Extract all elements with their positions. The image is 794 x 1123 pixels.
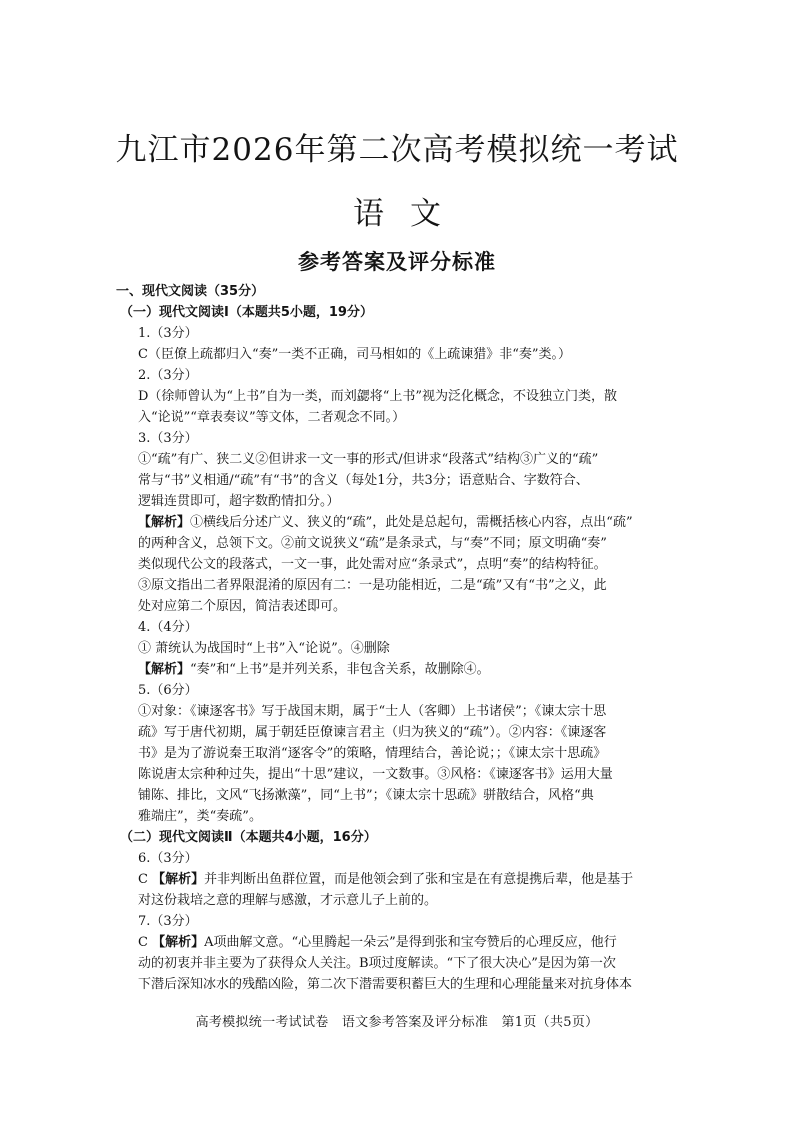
analysis-line: 的两种含义，总领下文。②前文说狭义“疏”是条录式，与“奏”不同；原文明确“奏”	[138, 536, 607, 551]
answer-line: 逻辑连贯即可，超字数酌情扣分。）	[138, 494, 340, 509]
analysis-text: A项曲解文意。“心里腾起一朵云”是得到张和宝夸赞后的心理反应，他行	[204, 935, 617, 950]
analysis-line: 下潜后深知冰水的残酷凶险，第二次下潜需要积蓄巨大的生理和心理能量来对抗身体本	[138, 977, 633, 992]
analysis-line: 动的初衷并非主要为了获得众人关注。B项过度解读。“下了很大决心”是因为第一次	[138, 956, 616, 971]
analysis-text: ①横线后分述广义、狭义的“疏”，此处是总起句，需概括核心内容，点出“疏”	[190, 515, 633, 530]
analysis-line: 对这份栽培之意的理解与感激，才示意儿子上前的。	[138, 893, 438, 908]
analysis-tag: 【解析】	[152, 872, 205, 887]
answer-line: ①“疏”有广、狭二义②但讲求一文一事的形式/但讲求“段落式”结构③广义的“疏”	[138, 452, 599, 467]
answer-line: 入“论说”“章表奏议”等文体，二者观念不同。）	[138, 410, 406, 425]
answer-line: 疏》写于唐代初期，属于朝廷臣僚谏言君主（归为狭义的“疏”）。②内容：《谏逐客	[138, 725, 607, 740]
question-number: 7.（3分）	[138, 914, 198, 929]
answer-body	[116, 281, 676, 995]
analysis-line	[116, 659, 676, 680]
exam-title: 九江市2026年第二次高考模拟统一考试	[115, 132, 679, 168]
analysis-text: 并非判断出鱼群位置，而是他领会到了张和宝是在有意提携后辈，他是基于	[204, 872, 634, 887]
answer-line: 常与“书”义相通/“疏”有“书”的含义（每处1分，共3分；语意贴合、字数符合、	[138, 473, 589, 488]
answer-line: ① 萧统认为战国时“上书”入“论说”。④删除	[138, 641, 390, 656]
question-number: 2.（3分）	[138, 368, 198, 383]
analysis-line: ③原文指出二者界限混淆的原因有二：一是功能相近，二是“疏”又有“书”之义，此	[138, 578, 607, 593]
subject-title: 语文	[353, 196, 467, 232]
analysis-text: “奏”和“上书”是并列关系，非包含关系，故删除④。	[190, 662, 490, 677]
analysis-line	[116, 869, 676, 890]
answer-line: 陈说唐太宗种种过失，提出“十思”建议，一文数事。③风格：《谏逐客书》运用大量	[138, 767, 613, 782]
part-heading: （一）现代文阅读Ⅰ（本题共5小题，19分）	[120, 305, 373, 320]
analysis-tag: 【解析】	[152, 935, 205, 950]
answer-line: 雅端庄”，类“奏疏”。	[138, 809, 262, 824]
question-number: 1.（3分）	[138, 326, 198, 341]
question-number: 5.（6分）	[138, 683, 198, 698]
answer-line: 书》是为了游说秦王取消“逐客令”的策略，情理结合，善论说；；《谏太宗十思疏》	[138, 746, 607, 761]
answer-choice: C	[138, 935, 153, 950]
answer-line: D（徐师曾认为“上书”自为一类，而刘勰将“上书”视为泛化概念，不设独立门类，散	[138, 389, 618, 404]
analysis-line	[116, 932, 676, 953]
part-heading: （二）现代文阅读Ⅱ（本题共4小题，16分）	[120, 830, 377, 845]
question-number: 4.（4分）	[138, 620, 198, 635]
page-footer: 高考模拟统一考试试卷 语文参考答案及评分标准 第1页（共5页）	[195, 1015, 599, 1030]
answer-line: C（臣僚上疏都归入“奏”一类不正确，司马相如的《上疏谏猎》非“奏”类。）	[138, 347, 572, 362]
answer-choice: C	[138, 872, 153, 887]
analysis-line: 类似现代公文的段落式，一文一事，此处需对应“条录式”，点明“奏”的结构特征。	[138, 557, 607, 572]
answer-line: ①对象：《谏逐客书》写于战国末期，属于“士人（客卿）上书诸侯”；《谏太宗十思	[138, 704, 607, 719]
analysis-line	[116, 512, 676, 533]
question-number: 6.（3分）	[138, 851, 198, 866]
answer-line: 铺陈、排比，文风“飞扬漱藻”，同“上书”；《谏太宗十思疏》骈散结合，风格“典	[138, 788, 594, 803]
answer-key-subtitle: 参考答案及评分标准	[298, 250, 496, 274]
question-number: 3.（3分）	[138, 431, 198, 446]
section-heading: 一、现代文阅读（35分）	[116, 284, 265, 299]
analysis-line: 处对应第二个原因，简洁表述即可。	[138, 599, 347, 614]
analysis-tag: 【解析】	[138, 662, 191, 677]
analysis-tag: 【解析】	[138, 515, 191, 530]
